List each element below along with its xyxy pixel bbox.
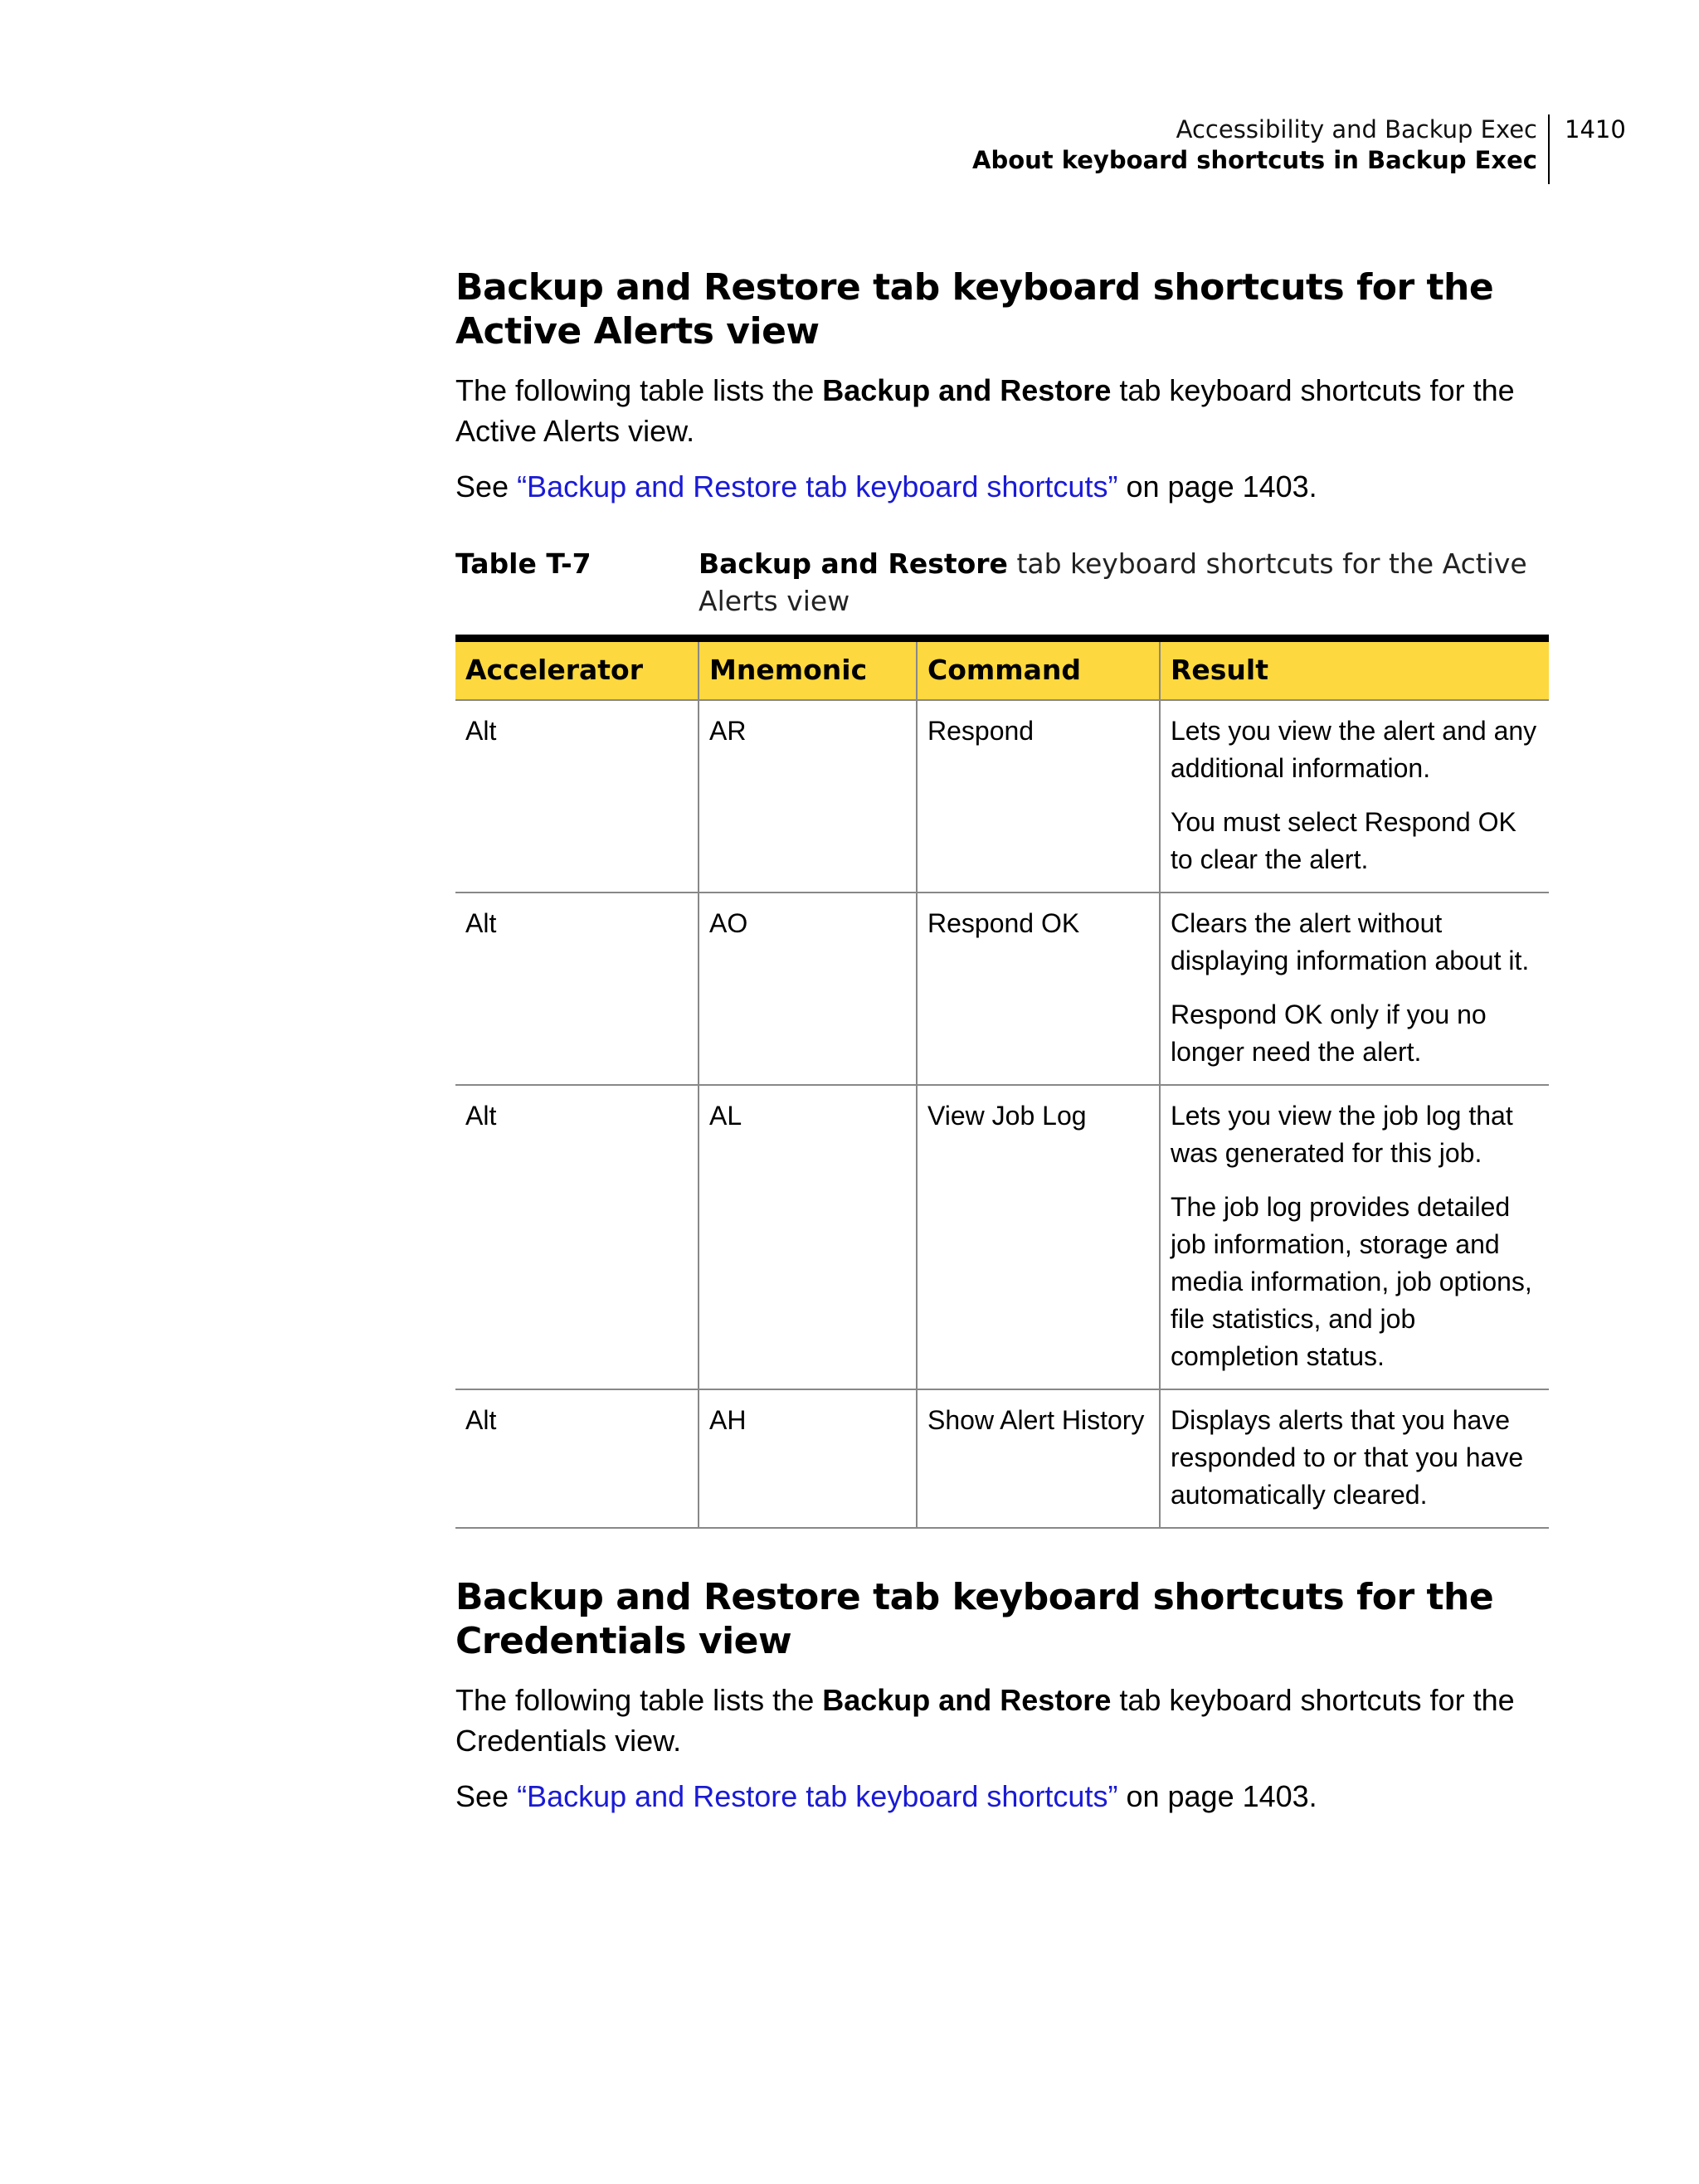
mnemonic-cell: AR <box>699 700 917 893</box>
page-header <box>0 114 1699 189</box>
intro-bold-text: Backup and Restore <box>822 1683 1112 1717</box>
section-heading: Backup and Restore tab keyboard shortcuts for the Credentials view <box>455 1576 1494 1662</box>
see-prefix: See <box>455 1779 518 1813</box>
intro-text-suffix: tab keyboard shortcuts for the Credentials view. <box>455 1683 1515 1758</box>
result-cell <box>1160 700 1549 893</box>
header-divider <box>1548 114 1550 184</box>
command-cell: Respond OK <box>917 893 1160 1085</box>
column-header: Accelerator <box>455 639 699 701</box>
see-suffix: on page 1403. <box>1117 1779 1317 1813</box>
page-number: 1410 <box>1565 115 1626 143</box>
see-also-paragraph <box>455 466 1549 507</box>
table-header-row <box>455 639 1549 701</box>
see-suffix: on page 1403. <box>1117 469 1317 503</box>
cross-reference-link[interactable]: “Backup and Restore tab keyboard shortcuts” <box>517 1779 1118 1813</box>
result-text: Respond OK only if you no longer need the alert. <box>1171 1000 1487 1067</box>
result-text: Displays alerts that you have responded to or that you have automatically cleared. <box>1171 1405 1524 1510</box>
section-credentials <box>455 1575 1549 1817</box>
command-cell: View Job Log <box>917 1085 1160 1389</box>
section-heading: Backup and Restore tab keyboard shortcuts for the Active Alerts view <box>455 266 1494 353</box>
table-row <box>455 1085 1549 1389</box>
command-cell: Show Alert History <box>917 1389 1160 1528</box>
shortcuts-table <box>455 635 1549 1529</box>
result-text: Lets you view the alert and any additional information. <box>1171 716 1537 783</box>
intro-bold-text: Backup and Restore <box>822 373 1112 407</box>
intro-paragraph <box>455 370 1549 451</box>
table-row <box>455 893 1549 1085</box>
accelerator-cell: Alt <box>455 700 699 893</box>
see-prefix: See <box>455 469 518 503</box>
mnemonic-cell: AH <box>699 1389 917 1528</box>
main-content <box>455 265 1549 1831</box>
intro-paragraph <box>455 1680 1549 1761</box>
intro-text: The following table lists the <box>455 373 823 407</box>
table-row <box>455 700 1549 893</box>
result-cell <box>1160 893 1549 1085</box>
table-row <box>455 1389 1549 1528</box>
accelerator-cell: Alt <box>455 893 699 1085</box>
column-header: Mnemonic <box>699 639 917 701</box>
mnemonic-cell: AL <box>699 1085 917 1389</box>
cross-reference-link[interactable]: “Backup and Restore tab keyboard shortcuts” <box>517 469 1118 503</box>
mnemonic-cell: AO <box>699 893 917 1085</box>
header-text <box>972 114 1537 176</box>
accelerator-cell: Alt <box>455 1389 699 1528</box>
result-text: Lets you view the job log that was generated for this job. <box>1171 1101 1513 1168</box>
intro-text: The following table lists the <box>455 1683 823 1717</box>
result-text: The job log provides detailed job information, storage and media information, job options, file statistics, and job completion status. <box>1171 1192 1532 1371</box>
command-cell: Respond <box>917 700 1160 893</box>
result-text: Clears the alert without displaying information about it. <box>1171 908 1530 975</box>
result-text: You must select Respond OK to clear the alert. <box>1171 807 1516 874</box>
result-cell <box>1160 1085 1549 1389</box>
table-label: Table T-7 <box>455 547 591 580</box>
header-chapter-title: Accessibility and Backup Exec <box>1176 115 1537 143</box>
column-header: Command <box>917 639 1160 701</box>
header-section-title: About keyboard shortcuts in Backup Exec <box>972 146 1537 174</box>
table-title-rest: tab keyboard shortcuts for the Active Alerts view <box>699 547 1527 617</box>
table-title <box>699 545 1549 620</box>
column-header: Result <box>1160 639 1549 701</box>
accelerator-cell: Alt <box>455 1085 699 1389</box>
section-active-alerts <box>455 265 1549 1529</box>
table-title-bold: Backup and Restore <box>699 547 1008 580</box>
result-cell <box>1160 1389 1549 1528</box>
see-also-paragraph <box>455 1776 1549 1817</box>
intro-text-suffix: tab keyboard shortcuts for the Active Alerts view. <box>455 373 1515 448</box>
table-caption <box>455 545 1549 620</box>
